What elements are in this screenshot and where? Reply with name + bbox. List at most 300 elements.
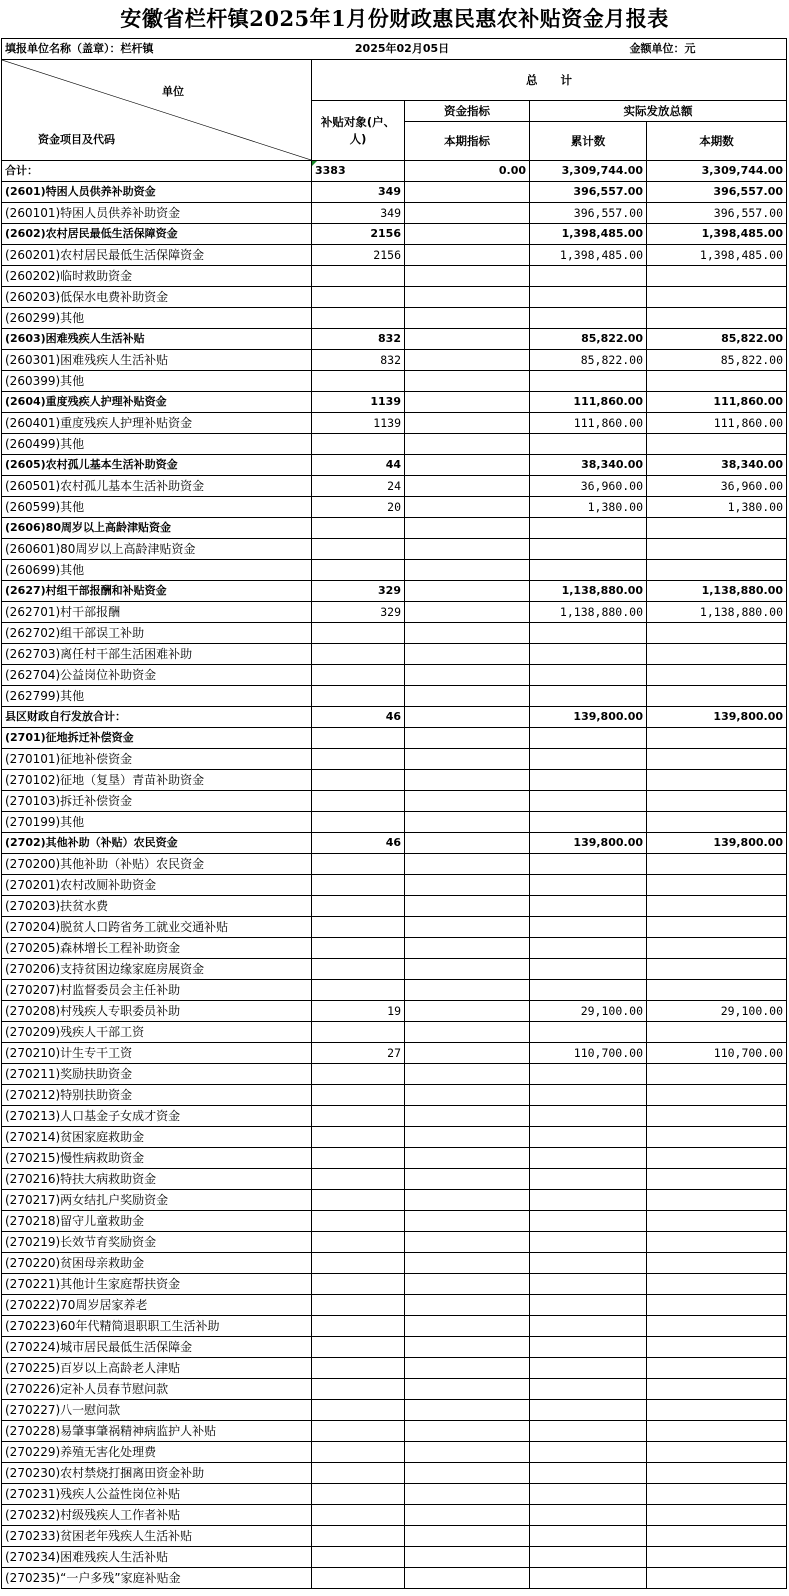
row-name: (270103)拆迁补偿资金 <box>2 791 312 812</box>
row-cumulative <box>530 854 647 875</box>
row-indicator <box>405 896 530 917</box>
row-period <box>647 917 787 938</box>
table-row <box>2 1106 787 1127</box>
row-count <box>312 1127 405 1148</box>
row-count <box>312 1295 405 1316</box>
row-period: 1,138,880.00 <box>647 602 787 623</box>
row-indicator <box>405 392 530 413</box>
row-cumulative <box>530 1232 647 1253</box>
row-cumulative <box>530 518 647 539</box>
row-name: (270200)其他补助（补贴）农民资金 <box>2 854 312 875</box>
table-row <box>2 434 787 455</box>
row-count <box>312 854 405 875</box>
row-period <box>647 791 787 812</box>
row-count <box>312 434 405 455</box>
row-name: (260299)其他 <box>2 308 312 329</box>
row-name: (270211)奖励扶助资金 <box>2 1064 312 1085</box>
row-name: (2701)征地拆迁补偿资金 <box>2 728 312 749</box>
row-indicator <box>405 980 530 1001</box>
row-name: (270222)70周岁居家养老 <box>2 1295 312 1316</box>
row-count <box>312 308 405 329</box>
table-row <box>2 539 787 560</box>
row-name: (262799)其他 <box>2 686 312 707</box>
table-row <box>2 980 787 1001</box>
row-period: 396,557.00 <box>647 203 787 224</box>
row-period <box>647 665 787 686</box>
table-row <box>2 707 787 728</box>
row-name: (260599)其他 <box>2 497 312 518</box>
row-indicator <box>405 749 530 770</box>
row-cumulative <box>530 623 647 644</box>
row-indicator <box>405 266 530 287</box>
row-indicator <box>405 1148 530 1169</box>
row-indicator <box>405 1064 530 1085</box>
row-period <box>647 1253 787 1274</box>
row-name: (270208)村残疾人专职委员补助 <box>2 1001 312 1022</box>
row-count <box>312 1400 405 1421</box>
row-count: 832 <box>312 350 405 371</box>
row-count <box>312 623 405 644</box>
row-period <box>647 623 787 644</box>
table-row <box>2 770 787 791</box>
row-count <box>312 371 405 392</box>
table-row <box>2 476 787 497</box>
row-cumulative <box>530 1379 647 1400</box>
row-indicator <box>405 791 530 812</box>
table-row <box>2 1211 787 1232</box>
table-row <box>2 1232 787 1253</box>
row-indicator <box>405 1316 530 1337</box>
row-cumulative <box>530 1211 647 1232</box>
row-name: (260401)重度残疾人护理补贴资金 <box>2 413 312 434</box>
row-cumulative <box>530 749 647 770</box>
row-indicator <box>405 1232 530 1253</box>
row-name: (270228)易肇事肇祸精神病监护人补贴 <box>2 1421 312 1442</box>
row-cumulative <box>530 1337 647 1358</box>
amount-unit: 金额单位：元 <box>530 39 787 60</box>
row-cumulative <box>530 1190 647 1211</box>
row-count <box>312 980 405 1001</box>
info-row <box>2 39 787 60</box>
row-cumulative: 1,398,485.00 <box>530 245 647 266</box>
header-actual-total: 实际发放总额 <box>530 101 787 122</box>
row-indicator <box>405 1505 530 1526</box>
row-indicator <box>405 245 530 266</box>
table-row <box>2 392 787 413</box>
row-cumulative: 139,800.00 <box>530 707 647 728</box>
row-name: (270216)特扶大病救助资金 <box>2 1169 312 1190</box>
row-period <box>647 1442 787 1463</box>
row-cumulative: 396,557.00 <box>530 203 647 224</box>
row-name: (260699)其他 <box>2 560 312 581</box>
row-indicator <box>405 371 530 392</box>
row-name: (260399)其他 <box>2 371 312 392</box>
row-count: 832 <box>312 329 405 350</box>
row-count <box>312 896 405 917</box>
row-count <box>312 1484 405 1505</box>
row-count: 1139 <box>312 392 405 413</box>
table-row <box>2 413 787 434</box>
table-row <box>2 224 787 245</box>
row-name: (270205)森林增长工程补助资金 <box>2 938 312 959</box>
row-cumulative <box>530 539 647 560</box>
row-cumulative <box>530 1085 647 1106</box>
row-indicator <box>405 350 530 371</box>
row-cumulative <box>530 1169 647 1190</box>
row-period: 85,822.00 <box>647 350 787 371</box>
row-period <box>647 749 787 770</box>
row-period <box>647 560 787 581</box>
row-cumulative: 139,800.00 <box>530 833 647 854</box>
row-cumulative <box>530 665 647 686</box>
row-count <box>312 1190 405 1211</box>
table-row <box>2 644 787 665</box>
row-indicator <box>405 602 530 623</box>
row-indicator <box>405 1379 530 1400</box>
report-date: 2025年02月05日 <box>312 39 530 60</box>
table-row <box>2 959 787 980</box>
table-row <box>2 938 787 959</box>
row-count: 3383 <box>312 161 405 182</box>
row-count <box>312 644 405 665</box>
row-name: (2601)特困人员供养补助资金 <box>2 182 312 203</box>
row-cumulative <box>530 896 647 917</box>
table-row <box>2 1316 787 1337</box>
table-row <box>2 560 787 581</box>
row-cumulative <box>530 1568 647 1589</box>
report-table <box>1 38 787 1589</box>
row-cumulative <box>530 1274 647 1295</box>
row-cumulative: 1,138,880.00 <box>530 581 647 602</box>
row-cumulative <box>530 1064 647 1085</box>
row-period <box>647 1400 787 1421</box>
row-indicator <box>405 665 530 686</box>
row-period <box>647 1568 787 1589</box>
row-count: 46 <box>312 707 405 728</box>
reporting-unit: 填报单位名称（盖章）：栏杆镇 <box>2 39 312 60</box>
row-name: (270209)残疾人干部工资 <box>2 1022 312 1043</box>
row-indicator <box>405 413 530 434</box>
row-count: 27 <box>312 1043 405 1064</box>
table-row <box>2 1274 787 1295</box>
row-cumulative <box>530 371 647 392</box>
row-count <box>312 665 405 686</box>
row-name: (270233)贫困老年残疾人生活补贴 <box>2 1526 312 1547</box>
row-indicator <box>405 1337 530 1358</box>
row-name: (270101)征地补偿资金 <box>2 749 312 770</box>
row-count: 2156 <box>312 224 405 245</box>
table-row <box>2 833 787 854</box>
row-indicator <box>405 455 530 476</box>
header-total: 总 计 <box>312 60 787 101</box>
row-indicator: 0.00 <box>405 161 530 182</box>
row-indicator <box>405 686 530 707</box>
row-cumulative: 1,380.00 <box>530 497 647 518</box>
row-indicator <box>405 476 530 497</box>
table-row <box>2 1547 787 1568</box>
row-count <box>312 539 405 560</box>
diagonal-header-cell <box>2 60 312 161</box>
row-count <box>312 1379 405 1400</box>
table-row <box>2 1484 787 1505</box>
row-cumulative: 1,138,880.00 <box>530 602 647 623</box>
table-row <box>2 1169 787 1190</box>
row-period <box>647 434 787 455</box>
row-count <box>312 1106 405 1127</box>
row-period: 111,860.00 <box>647 413 787 434</box>
row-count <box>312 1421 405 1442</box>
row-count <box>312 749 405 770</box>
table-row <box>2 1064 787 1085</box>
row-count: 46 <box>312 833 405 854</box>
row-period <box>647 1484 787 1505</box>
row-name: (270224)城市居民最低生活保障金 <box>2 1337 312 1358</box>
row-name: (270201)农村改厕补助资金 <box>2 875 312 896</box>
row-name: (270235)“一户多残”家庭补贴金 <box>2 1568 312 1589</box>
row-indicator <box>405 644 530 665</box>
row-indicator <box>405 875 530 896</box>
header-item-label: 资金项目及代码 <box>38 133 115 146</box>
row-period <box>647 539 787 560</box>
row-name: (260601)80周岁以上高龄津贴资金 <box>2 539 312 560</box>
table-row <box>2 182 787 203</box>
row-name: (2606)80周岁以上高龄津贴资金 <box>2 518 312 539</box>
row-period <box>647 1085 787 1106</box>
row-period <box>647 1463 787 1484</box>
row-indicator <box>405 224 530 245</box>
row-indicator <box>405 560 530 581</box>
row-count <box>312 1148 405 1169</box>
row-cumulative: 111,860.00 <box>530 392 647 413</box>
row-cumulative <box>530 434 647 455</box>
row-count: 2156 <box>312 245 405 266</box>
row-indicator <box>405 1106 530 1127</box>
row-count <box>312 770 405 791</box>
row-count <box>312 1064 405 1085</box>
row-period <box>647 1379 787 1400</box>
row-period: 110,700.00 <box>647 1043 787 1064</box>
row-period <box>647 1316 787 1337</box>
row-name: (270220)贫困母亲救助金 <box>2 1253 312 1274</box>
row-count <box>312 1316 405 1337</box>
row-count <box>312 1505 405 1526</box>
row-count: 19 <box>312 1001 405 1022</box>
row-cumulative <box>530 959 647 980</box>
row-count: 24 <box>312 476 405 497</box>
row-name: (260201)农村居民最低生活保障资金 <box>2 245 312 266</box>
row-cumulative <box>530 1295 647 1316</box>
row-cumulative: 111,860.00 <box>530 413 647 434</box>
row-period <box>647 518 787 539</box>
row-cumulative <box>530 1442 647 1463</box>
row-period <box>647 1295 787 1316</box>
row-name: (270219)长效节育奖励资金 <box>2 1232 312 1253</box>
table-row <box>2 350 787 371</box>
row-period: 1,380.00 <box>647 497 787 518</box>
row-period <box>647 812 787 833</box>
row-period <box>647 308 787 329</box>
table-row <box>2 623 787 644</box>
row-cumulative: 85,822.00 <box>530 329 647 350</box>
row-period: 396,557.00 <box>647 182 787 203</box>
row-indicator <box>405 1526 530 1547</box>
header-period-indicator: 本期指标 <box>405 122 530 161</box>
row-cumulative <box>530 287 647 308</box>
row-period: 139,800.00 <box>647 707 787 728</box>
table-row <box>2 245 787 266</box>
table-row <box>2 1190 787 1211</box>
row-period <box>647 959 787 980</box>
row-indicator <box>405 1190 530 1211</box>
row-name: (2602)农村居民最低生活保障资金 <box>2 224 312 245</box>
row-name: (260202)临时救助资金 <box>2 266 312 287</box>
table-row <box>2 266 787 287</box>
row-cumulative: 110,700.00 <box>530 1043 647 1064</box>
row-count <box>312 1085 405 1106</box>
row-indicator <box>405 581 530 602</box>
row-period <box>647 1106 787 1127</box>
row-count <box>312 1022 405 1043</box>
row-cumulative <box>530 770 647 791</box>
row-period <box>647 1421 787 1442</box>
row-indicator <box>405 707 530 728</box>
row-period <box>647 1274 787 1295</box>
row-name: (270231)残疾人公益性岗位补贴 <box>2 1484 312 1505</box>
table-row <box>2 161 787 182</box>
table-row <box>2 1442 787 1463</box>
row-indicator <box>405 1400 530 1421</box>
table-row <box>2 1295 787 1316</box>
table-row <box>2 896 787 917</box>
row-indicator <box>405 854 530 875</box>
row-name: (270212)特别扶助资金 <box>2 1085 312 1106</box>
row-name: (270102)征地（复垦）青苗补助资金 <box>2 770 312 791</box>
row-cumulative <box>530 1148 647 1169</box>
table-row <box>2 686 787 707</box>
row-indicator <box>405 1568 530 1589</box>
row-count <box>312 560 405 581</box>
row-name: (262703)离任村干部生活困难补助 <box>2 644 312 665</box>
table-row <box>2 1043 787 1064</box>
row-period <box>647 1505 787 1526</box>
table-row <box>2 854 787 875</box>
table-row <box>2 1085 787 1106</box>
row-period <box>647 1526 787 1547</box>
row-period: 85,822.00 <box>647 329 787 350</box>
row-count <box>312 1274 405 1295</box>
header-fund-indicator: 资金指标 <box>405 101 530 122</box>
row-indicator <box>405 1253 530 1274</box>
row-cumulative <box>530 560 647 581</box>
row-indicator <box>405 1211 530 1232</box>
row-count <box>312 1337 405 1358</box>
row-name: 县区财政自行发放合计： <box>2 707 312 728</box>
table-row <box>2 1001 787 1022</box>
row-cumulative <box>530 266 647 287</box>
row-name: (270204)脱贫人口跨省务工就业交通补贴 <box>2 917 312 938</box>
row-cumulative <box>530 1358 647 1379</box>
header-cumulative: 累计数 <box>530 122 647 161</box>
row-name: (270227)八一慰问款 <box>2 1400 312 1421</box>
row-name: (270221)其他计生家庭帮扶资金 <box>2 1274 312 1295</box>
row-name: (270207)村监督委员会主任补助 <box>2 980 312 1001</box>
row-indicator <box>405 1169 530 1190</box>
row-count: 329 <box>312 602 405 623</box>
row-cumulative <box>530 644 647 665</box>
row-period <box>647 1064 787 1085</box>
row-name: (260501)农村孤儿基本生活补助资金 <box>2 476 312 497</box>
row-period <box>647 875 787 896</box>
row-period <box>647 686 787 707</box>
row-indicator <box>405 308 530 329</box>
row-name: (270223)60年代精简退职职工生活补助 <box>2 1316 312 1337</box>
row-period <box>647 980 787 1001</box>
row-count <box>312 875 405 896</box>
row-count <box>312 1568 405 1589</box>
row-period <box>647 854 787 875</box>
table-row <box>2 1022 787 1043</box>
row-period: 139,800.00 <box>647 833 787 854</box>
row-period <box>647 896 787 917</box>
row-name: (270213)人口基金子女成才资金 <box>2 1106 312 1127</box>
row-count <box>312 686 405 707</box>
row-name: (270229)养殖无害化处理费 <box>2 1442 312 1463</box>
row-cumulative <box>530 1106 647 1127</box>
table-row <box>2 1127 787 1148</box>
row-cumulative <box>530 308 647 329</box>
row-indicator <box>405 812 530 833</box>
row-count <box>312 812 405 833</box>
row-name: (270206)支持贫困边缘家庭房展资金 <box>2 959 312 980</box>
row-cumulative <box>530 1547 647 1568</box>
row-count: 329 <box>312 581 405 602</box>
row-count <box>312 1526 405 1547</box>
row-cumulative: 396,557.00 <box>530 182 647 203</box>
row-period: 111,860.00 <box>647 392 787 413</box>
header-period-amount: 本期数 <box>647 122 787 161</box>
table-row <box>2 665 787 686</box>
row-cumulative: 38,340.00 <box>530 455 647 476</box>
row-cumulative <box>530 917 647 938</box>
row-period: 3,309,744.00 <box>647 161 787 182</box>
row-name: (2604)重度残疾人护理补贴资金 <box>2 392 312 413</box>
table-row <box>2 1505 787 1526</box>
row-count <box>312 1232 405 1253</box>
row-name: (2702)其他补助（补贴）农民资金 <box>2 833 312 854</box>
row-indicator <box>405 1043 530 1064</box>
table-row <box>2 1379 787 1400</box>
row-period <box>647 1127 787 1148</box>
row-count <box>312 959 405 980</box>
row-cumulative <box>530 875 647 896</box>
row-indicator <box>405 1001 530 1022</box>
row-indicator <box>405 833 530 854</box>
table-row <box>2 497 787 518</box>
row-period <box>647 371 787 392</box>
table-row <box>2 203 787 224</box>
row-name: (270199)其他 <box>2 812 312 833</box>
row-count: 20 <box>312 497 405 518</box>
row-count <box>312 791 405 812</box>
row-cumulative <box>530 791 647 812</box>
table-row <box>2 728 787 749</box>
row-period: 1,398,485.00 <box>647 245 787 266</box>
table-row <box>2 917 787 938</box>
row-count <box>312 266 405 287</box>
table-row <box>2 812 787 833</box>
row-count <box>312 917 405 938</box>
row-count <box>312 728 405 749</box>
